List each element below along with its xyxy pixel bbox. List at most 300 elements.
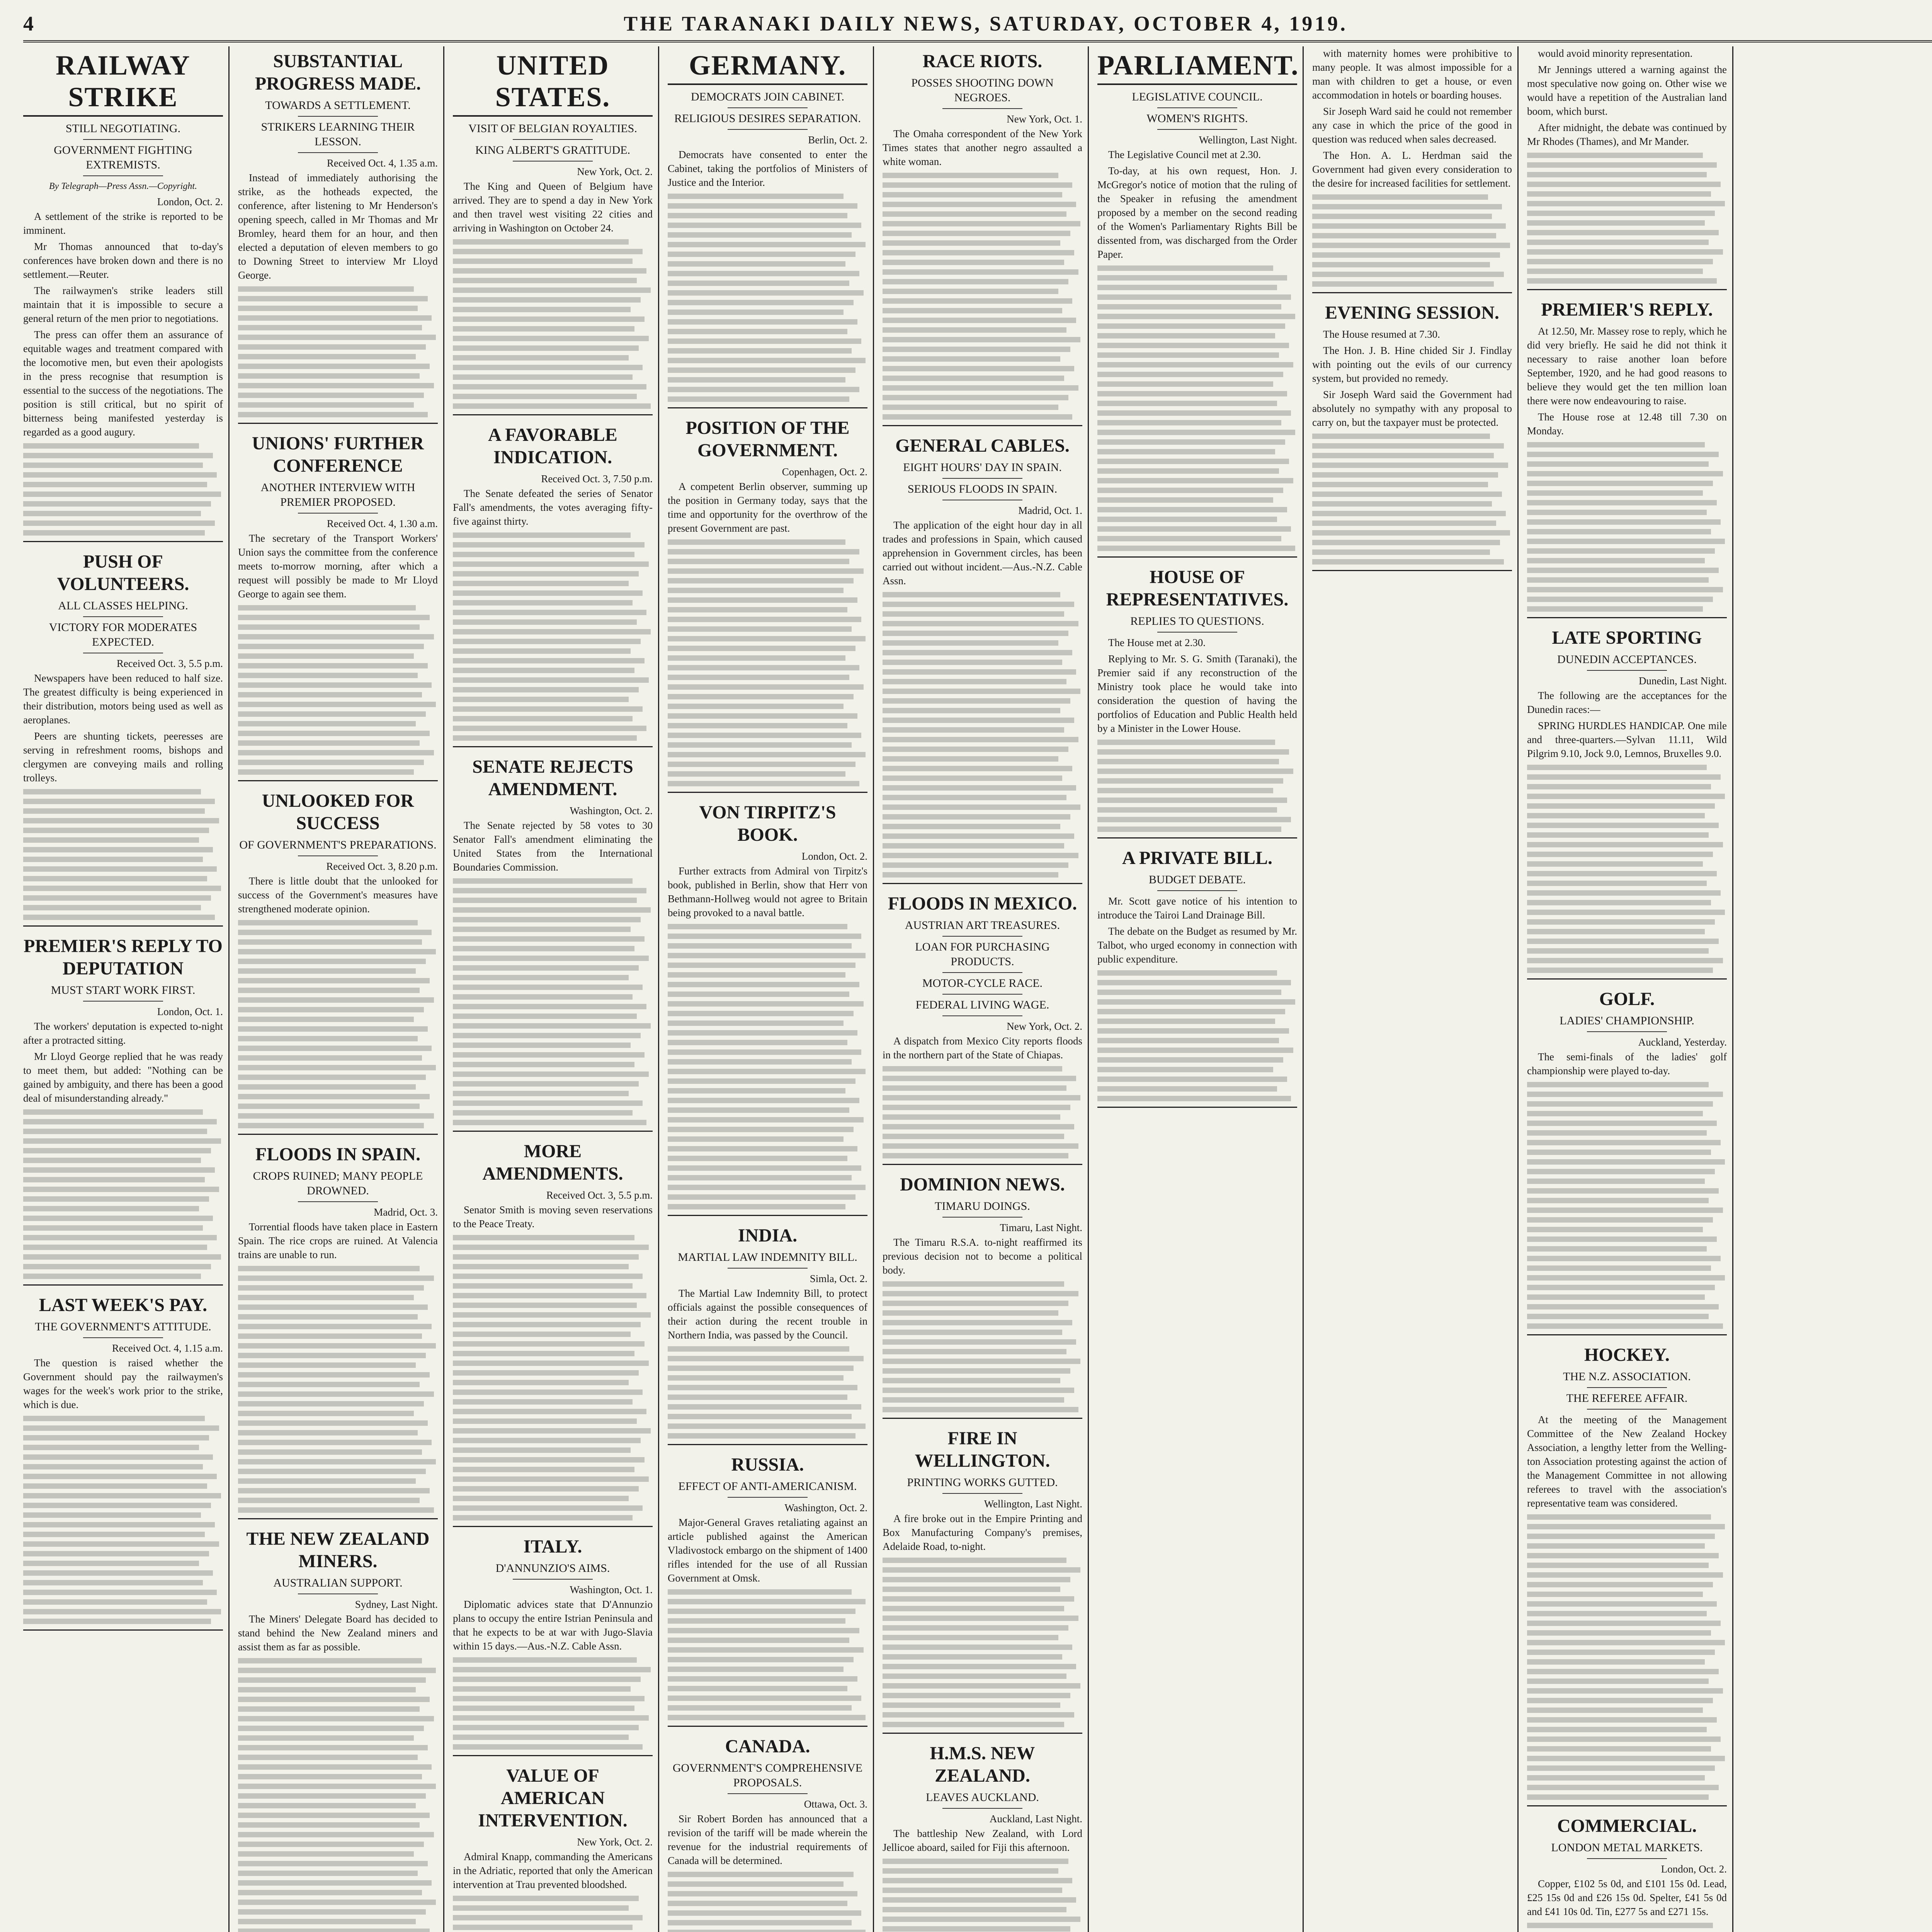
headline: FIRE IN WELLINGTON. [915, 1428, 1050, 1471]
article-body [238, 874, 438, 916]
headline: COMMERCIAL. [1557, 1816, 1697, 1836]
column-9 [1742, 46, 1932, 1932]
article [1097, 566, 1297, 838]
article [238, 1528, 438, 1932]
text-filler [23, 789, 223, 920]
article-body [1527, 1877, 1727, 1918]
section-separator [453, 414, 653, 415]
text-filler [1527, 442, 1727, 612]
article [883, 893, 1082, 1165]
article [1097, 847, 1297, 1108]
subheadline: THE GOVERNMENT'S ATTITUDE. [35, 1320, 211, 1333]
divider [298, 152, 378, 153]
paragraph: Mr Jennings uttered a warning against the most speculative now going on. Other wise we would have a repetition of the Australian land boom, which burst. [1527, 64, 1727, 117]
byline: By Telegraph—Press Assn.—Copyright. [49, 181, 197, 191]
dateline: Ottawa, Oct. 3. [804, 1798, 867, 1810]
dateline: New York, Oct. 2. [1007, 1020, 1082, 1032]
article [668, 1735, 867, 1932]
article-body [1527, 1413, 1727, 1510]
section-separator [668, 1726, 867, 1727]
text-filler [238, 1658, 438, 1932]
paragraph: Sir Robert Borden has announced that a revision of the tariff will be made wherein the revenue for the industrial requirements of Canada will be determined. [668, 1813, 867, 1866]
dateline: Timaru, Last Night. [1000, 1222, 1082, 1233]
dateline: Received Oct. 3, 7.50 p.m. [541, 473, 653, 485]
section-separator [668, 1444, 867, 1445]
paragraph: The Hon. A. L. Herdman said the Government had given every consideration to the desire for increased facilities for settlement. [1312, 150, 1512, 189]
dateline: Madrid, Oct. 3. [374, 1206, 438, 1218]
paragraph: A competent Berlin observer, summing up the position in Germany today, says that the time and opportunity for the overthrow of the present Government are past. [668, 481, 867, 534]
article-body [668, 1515, 867, 1585]
divider [942, 1217, 1022, 1218]
text-filler [1527, 1923, 1727, 1932]
paragraph: The Timaru R.S.A. to-night reaffirmed its previous decision not to become a political body. [883, 1236, 1082, 1276]
article-body [1312, 327, 1512, 429]
paragraph: Mr. Scott gave notice of his intention to introduce the Tairoi Land Drainage Bill. [1097, 895, 1297, 921]
headline: PARLIAMENT. [1097, 49, 1297, 85]
article [238, 790, 438, 1135]
paragraph: The Senate rejected by 58 votes to 30 Senator Fall's amendment eliminating the United States from the International Boundaries Commission. [453, 820, 653, 873]
paragraph: A dispatch from Mexico City reports floods in the northern part of the State of Chiapas. [883, 1035, 1082, 1061]
text-filler [1312, 194, 1512, 287]
headline: RAILWAY STRIKE [23, 49, 223, 117]
paragraph: Sir Joseph Ward said he could not remember any case in which the price of the good in question was reduced when sales decreased. [1312, 105, 1512, 145]
dateline: Wellington, Last Night. [1199, 134, 1297, 146]
masthead [23, 7, 1932, 43]
divider [942, 1493, 1022, 1494]
subheadline: LADIES' CHAMPIONSHIP. [1560, 1014, 1694, 1027]
headline: A PRIVATE BILL. [1122, 848, 1272, 868]
divider [942, 1015, 1022, 1016]
article [1527, 1815, 1727, 1932]
headline: ITALY. [523, 1536, 582, 1557]
article [883, 435, 1082, 884]
article [238, 50, 438, 424]
subheadline: AUSTRIAN ART TREASURES. [905, 919, 1060, 932]
text-filler [23, 1109, 223, 1279]
article [453, 49, 653, 415]
subheadline: TOWARDS A SETTLEMENT. [265, 99, 411, 112]
text-filler [668, 539, 867, 786]
dateline: Washington, Oct. 2. [784, 1502, 867, 1514]
subheadline: TIMARU DOINGS. [935, 1200, 1030, 1213]
divider [83, 139, 163, 140]
dateline: Auckland, Yesterday. [1638, 1036, 1727, 1048]
text-filler [453, 532, 653, 741]
subheadline: BUDGET DEBATE. [1148, 873, 1246, 886]
dateline: Wellington, Last Night. [984, 1498, 1082, 1510]
paragraph: The semi-finals of the ladies' golf championship were played to-day. [1527, 1051, 1727, 1077]
dateline: Madrid, Oct. 1. [1018, 505, 1082, 516]
divider [1587, 1031, 1667, 1032]
divider [513, 161, 593, 162]
paragraph: The application of the eight hour day in all trades and professions in Spain, which caused apprehension in Government circles, has been carried out without incident.—Aus.-N.Z. Cable Assn. [883, 519, 1082, 587]
headline: PUSH OF VOLUNTEERS. [57, 551, 189, 594]
subheadline: OF GOVERNMENT'S PREPARATIONS. [239, 838, 437, 851]
subheadline: EIGHT HOURS' DAY IN SPAIN. [903, 461, 1062, 474]
article-body [668, 1286, 867, 1342]
dateline: London, Oct. 1. [157, 1006, 223, 1017]
paragraph: Senator Smith is moving seven reservations to the Peace Treaty. [453, 1204, 653, 1230]
dateline: London, Oct. 2. [801, 850, 867, 862]
divider [513, 1579, 593, 1580]
text-filler [1097, 740, 1297, 832]
headline: GOLF. [1599, 989, 1655, 1009]
paragraph: The secretary of the Transport Workers' Union says the committee from the conference meets to-morrow morning, after which a request will possibly be made to Mr Lloyd George to again see them. [238, 532, 438, 600]
paragraph: The Senate defeated the series of Senator Fall's amendments, the votes averaging fifty-five against thirty. [453, 488, 653, 527]
subheadline: MOTOR-CYCLE RACE. [922, 977, 1043, 990]
paragraph: Major-General Graves retaliating against an article published against the American Vladivostock embargo on the shipment of 1400 rifles intended for the use of all Russian Government at Omsk. [668, 1517, 867, 1584]
article [23, 935, 223, 1286]
text-filler [1097, 970, 1297, 1101]
headline: SUBSTANTIAL PROGRESS MADE. [255, 51, 421, 94]
section-separator [238, 423, 438, 424]
headline: RACE RIOTS. [922, 51, 1043, 71]
section-separator [1527, 1334, 1727, 1335]
section-separator [1097, 1107, 1297, 1108]
article [668, 417, 867, 793]
article [883, 50, 1082, 426]
paragraph: Replying to Mr. S. G. Smith (Taranaki), the Premier said if any reconstruction of the Ministry took place he would take into consideration the question of having the portfolios of Education and Public Health held by a Minister in the Lower House. [1097, 653, 1297, 734]
column-1 [23, 46, 230, 1932]
section-separator [1527, 289, 1727, 290]
paragraph: The question is raised whether the Government should pay the railwaymen's wages for the week's work prior to the strike, which is due. [23, 1357, 223, 1410]
paragraph: Sir Joseph Ward said the Government had absolutely no sympathy with any proposal to carry on, but the taxpayer must be protected. [1312, 389, 1512, 428]
text-filler [453, 239, 653, 409]
article [1527, 627, 1727, 980]
divider [298, 855, 378, 856]
paragraph: A fire broke out in the Empire Printing and Box Manufacturing Company's premises, Adelaide Road, to-night. [883, 1513, 1082, 1552]
paragraph: The Omaha correspondent of the New York Times states that another negro assaulted a white woman. [883, 128, 1082, 167]
column-4 [668, 46, 874, 1932]
text-filler [883, 1558, 1082, 1727]
divider [728, 107, 808, 108]
subheadline: GOVERNMENT FIGHTING EXTREMISTS. [54, 144, 192, 171]
section-separator [668, 1215, 867, 1216]
subheadline: DUNEDIN ACCEPTANCES. [1557, 653, 1697, 666]
article-body [668, 148, 867, 189]
divider [1157, 632, 1237, 633]
section-separator [23, 1284, 223, 1286]
article [1527, 46, 1727, 290]
dateline: Received Oct. 4, 1.35 a.m. [327, 157, 438, 169]
headline: UNIONS' FURTHER CONFERENCE [252, 433, 424, 476]
article-body [453, 1850, 653, 1891]
subheadline: WOMEN'S RIGHTS. [1146, 112, 1248, 125]
columns-container [23, 46, 1932, 1932]
section-separator [453, 746, 653, 747]
text-filler [1527, 1514, 1727, 1800]
section-separator [883, 883, 1082, 884]
article-body [453, 179, 653, 235]
subheadline: LONDON METAL MARKETS. [1551, 1841, 1703, 1854]
paragraph: Instead of immediately authorising the strike, as the hotheads expected, the conference, after listening to Mr Henderson's opening speech, called in Mr Thomas and Mr Bromley, heard them for an hour, and then elected a deputation of eleven members to go to Downing Street to interview Mr Lloyd George. [238, 172, 438, 281]
text-filler [668, 194, 867, 402]
subheadline: RELIGIOUS DESIRES SEPARATION. [674, 112, 861, 125]
article-body [1527, 324, 1727, 438]
paragraph: A settlement of the strike is reported to be imminent. [23, 211, 223, 236]
article-body [23, 1356, 223, 1412]
text-filler [883, 1281, 1082, 1412]
paragraph: would avoid minority representation. [1538, 48, 1693, 59]
headline: MORE AMENDMENTS. [482, 1141, 623, 1184]
article [1097, 49, 1297, 558]
divider [298, 116, 378, 117]
headline: HOUSE OF REPRESENTATIVES. [1106, 567, 1289, 610]
section-separator [883, 425, 1082, 426]
article-body [883, 1235, 1082, 1277]
subheadline: SERIOUS FLOODS IN SPAIN. [907, 483, 1058, 495]
divider [1157, 107, 1237, 108]
article [883, 1742, 1082, 1932]
article-body [23, 209, 223, 439]
article-body [1527, 46, 1727, 148]
text-filler [238, 605, 438, 775]
subheadline: VISIT OF BELGIAN ROYALTIES. [468, 122, 637, 135]
paragraph: At 12.50, Mr. Massey rose to reply, which he did very briefly. He said he did not think it necessary to raise another loan before September, 1920, and he had good reasons to believe they would get the ten million loan there were now endeavouring to raise. [1527, 325, 1727, 406]
section-separator [1097, 837, 1297, 838]
subheadline: PRINTING WORKS GUTTED. [907, 1476, 1058, 1489]
subheadline: VICTORY FOR MODERATES EXPECTED. [49, 621, 197, 648]
article-body [883, 127, 1082, 168]
article-body [453, 818, 653, 874]
paragraph: There is little doubt that the unlooked for success of the Government's measures have strengthened moderate opinion. [238, 875, 438, 915]
paragraph: The press can offer them an assurance of equitable wages and treatment compared with the locomotive men, but even their apologists in the press recognise that resumption is essential to the success of the negotiations. The position is still critical, but no spirit of bitterness being manifested yesterday is regarded as a good augury. [23, 329, 223, 438]
paragraph: The Hon. J. B. Hine chided Sir J. Findlay with pointing out the evils of our currency system, but provided no remedy. [1312, 345, 1512, 384]
dateline: New York, Oct. 1. [1007, 113, 1082, 125]
headline: UNLOOKED FOR SUCCESS [262, 791, 414, 833]
article [1312, 302, 1512, 571]
text-filler [1097, 265, 1297, 551]
dateline: Auckland, Last Night. [990, 1813, 1082, 1825]
article [453, 424, 653, 747]
article [1527, 1344, 1727, 1806]
divider [728, 1497, 808, 1498]
text-filler [668, 1346, 867, 1439]
paragraph: To-day, at his own request, Hon. J. McGregor's notice of motion that the ruling of the Speaker in refusing the amendment proposed by a member on the second reading of the Women's Parliamentary Rights Bill be dissented from, was discharged from the Order Paper. [1097, 165, 1297, 260]
dateline: Received Oct. 3, 5.5 p.m. [116, 658, 223, 669]
section-separator [883, 1164, 1082, 1165]
dateline: New York, Oct. 2. [577, 166, 653, 177]
divider [1157, 129, 1237, 130]
divider [1587, 1387, 1667, 1388]
article [883, 1427, 1082, 1734]
paragraph: The workers' deputation is expected to-night after a protracted sitting. [23, 1020, 223, 1046]
article [453, 1765, 653, 1932]
headline: SENATE REJECTS AMENDMENT. [472, 757, 633, 799]
dateline: Received Oct. 3, 8.20 p.m. [326, 861, 438, 872]
paragraph: Mr Thomas announced that to-day's conferences have broken down and there is no settlement.—Reuter. [23, 241, 223, 280]
subheadline: POSSES SHOOTING DOWN NEGROES. [911, 77, 1054, 104]
text-filler [668, 1589, 867, 1720]
section-separator [1527, 978, 1727, 980]
subheadline: ANOTHER INTERVIEW WITH PREMIER PROPOSED. [260, 481, 415, 509]
dateline: Received Oct. 4, 1.15 a.m. [112, 1342, 223, 1354]
text-filler [883, 173, 1082, 420]
article-body [1527, 689, 1727, 760]
subheadline: REPLIES TO QUESTIONS. [1130, 615, 1264, 628]
divider [1587, 670, 1667, 671]
paragraph: Admiral Knapp, commanding the Americans in the Adriatic, reported that only the American intervention at Trau prevented bloodshed. [453, 1851, 653, 1890]
text-filler [668, 924, 867, 1209]
headline: HOCKEY. [1584, 1345, 1670, 1365]
section-separator [1312, 570, 1512, 571]
text-filler [23, 443, 223, 536]
headline: UNITED STATES. [453, 49, 653, 117]
article-body [23, 671, 223, 785]
dateline: London, Oct. 2. [157, 196, 223, 207]
text-filler [453, 1235, 653, 1520]
dateline: Simla, Oct. 2. [810, 1273, 867, 1284]
paragraph: SPRING HURDLES HANDICAP. One mile and three-quarters.—Sylvan 11.11, Wild Pilgrim 9.10, Jock 9.0, Lemnos, Bruxelles 9.0. [1527, 720, 1727, 759]
article-body [453, 1597, 653, 1653]
article-body [883, 518, 1082, 588]
column-8 [1527, 46, 1733, 1932]
headline: LATE SPORTING [1552, 628, 1702, 648]
paragraph: The battleship New Zealand, with Lord Jellicoe aboard, sailed for Fiji this afternoon. [883, 1828, 1082, 1853]
paragraph: The debate on the Budget as resumed by Mr. Talbot, who urged economy in connection with public expenditure. [1097, 925, 1297, 965]
paragraph: Diplomatic advices state that D'Annunzio plans to occupy the entire Istrian Peninsula and that he expects to be at war with Jugo-Slavia within 15 days.—Aus.-N.Z. Cable Assn. [453, 1599, 653, 1652]
section-separator [238, 1134, 438, 1135]
divider [1587, 1409, 1667, 1410]
article-body [668, 480, 867, 535]
article [23, 551, 223, 927]
section-separator [238, 1518, 438, 1519]
text-filler [883, 1859, 1082, 1932]
section-separator [883, 1418, 1082, 1419]
divider [728, 1268, 808, 1269]
paragraph: The House rose at 12.48 till 7.30 on Monday. [1527, 411, 1727, 437]
divider [1157, 890, 1237, 891]
text-filler [238, 286, 438, 417]
column-7 [1312, 46, 1519, 1932]
paragraph: Copper, £102 5s 0d, and £101 15s 0d. Lead, £25 15s 0d and £26 15s 0d. Spelter, £41 5s 0d and £41 10s 0d. Tin, £277 5s and £271 15s. [1527, 1878, 1727, 1917]
headline: THE NEW ZEALAND MINERS. [246, 1529, 430, 1571]
headline: A FAVORABLE INDICATION. [488, 425, 617, 468]
section-separator [238, 780, 438, 781]
section-separator [453, 1755, 653, 1756]
dateline: London, Oct. 2. [1661, 1863, 1727, 1875]
divider [942, 994, 1022, 995]
headline: PREMIER'S REPLY TO DEPUTATION [24, 936, 223, 979]
article-body [1527, 1050, 1727, 1078]
subheadline: THE N.Z. ASSOCIATION. [1563, 1370, 1691, 1383]
section-separator [23, 541, 223, 542]
headline: EVENING SESSION. [1325, 303, 1499, 323]
paragraph: At the meeting of the Management Committee of the New Zealand Hockey Association, a lengthy letter from the Welling-ton Association protesting against the action of the Management Committee in not allowing referees to travel with the association's representative team was considered. [1527, 1414, 1727, 1509]
column-2 [238, 46, 444, 1932]
text-filler [1312, 434, 1512, 565]
headline: PREMIER'S REPLY. [1541, 299, 1713, 320]
article [238, 1143, 438, 1519]
headline: DOMINION NEWS. [900, 1174, 1065, 1195]
paragraph: The Miners' Delegate Board has decided to stand behind the New Zealand miners and assist them as far as possible. [238, 1613, 438, 1653]
article-body [1097, 636, 1297, 735]
article [453, 756, 653, 1132]
subheadline: LEAVES AUCKLAND. [926, 1791, 1039, 1804]
paragraph: The House met at 2.30. [1108, 637, 1206, 648]
headline: FLOODS IN SPAIN. [255, 1144, 421, 1165]
text-filler [453, 878, 653, 1125]
subheadline: ALL CLASSES HELPING. [58, 599, 188, 612]
article-body [1097, 894, 1297, 966]
dateline: Dunedin, Last Night. [1639, 675, 1727, 687]
text-filler [23, 1416, 223, 1624]
article [453, 1536, 653, 1756]
article [1527, 299, 1727, 618]
headline: POSITION OF THE GOVERNMENT. [685, 418, 850, 461]
headline: GENERAL CABLES. [895, 435, 1070, 456]
article [668, 49, 867, 408]
divider [298, 1201, 378, 1202]
headline: RUSSIA. [731, 1454, 804, 1475]
headline: FLOODS IN MEXICO. [888, 893, 1077, 914]
article-body [238, 171, 438, 282]
divider [83, 1337, 163, 1338]
subheadline: GOVERNMENT'S COMPREHENSIVE PROPOSALS. [672, 1762, 863, 1789]
paragraph: The Legislative Council met at 2.30. [1108, 149, 1261, 160]
article [23, 49, 223, 542]
subheadline: FEDERAL LIVING WAGE. [915, 998, 1049, 1011]
dateline: Received Oct. 4, 1.30 a.m. [327, 518, 438, 529]
article [668, 1454, 867, 1727]
text-filler [238, 920, 438, 1128]
article [1312, 46, 1512, 293]
article-body [883, 1034, 1082, 1062]
paragraph: Mr Lloyd George replied that he was ready to meet them, but added: "Nothing can be gained by ambiguity, and there has been a good deal of misunderstanding already." [23, 1051, 223, 1104]
article [668, 1225, 867, 1445]
headline: GERMANY. [668, 49, 867, 85]
divider [83, 616, 163, 617]
paragraph: Torrential floods have taken place in Eastern Spain. The rice crops are ruined. At Valencia trains are unable to run. [238, 1221, 438, 1260]
subheadline: THE REFEREE AFFAIR. [1566, 1392, 1688, 1405]
dateline: New York, Oct. 2. [577, 1836, 653, 1848]
article [453, 1140, 653, 1527]
section-separator [453, 1131, 653, 1132]
article-body [238, 531, 438, 601]
paragraph: with maternity homes were prohibitive to many people. It was almost impossible for a man with children to get a house, or even accommodation in hotels or boarding houses. [1312, 48, 1512, 101]
column-3 [453, 46, 659, 1932]
headline: INDIA. [738, 1225, 798, 1246]
subheadline: LOAN FOR PURCHASING PRODUCTS. [915, 940, 1050, 968]
paragraph: The following are the acceptances for the Dunedin races:— [1527, 690, 1727, 715]
headline: VALUE OF AMERICAN INTERVENTION. [478, 1765, 628, 1831]
headline: CANADA. [725, 1736, 810, 1757]
paragraph: The railwaymen's strike leaders still maintain that it is impossible to secure a general return of the men prior to negotiations. [23, 285, 223, 324]
divider [942, 972, 1022, 973]
subheadline: LEGISLATIVE COUNCIL. [1132, 90, 1263, 103]
subheadline: EFFECT OF ANTI-AMERICANISM. [678, 1480, 857, 1493]
section-separator [668, 407, 867, 408]
text-filler [453, 1896, 653, 1932]
section-separator [1312, 292, 1512, 293]
headline: VON TIRPITZ'S BOOK. [699, 802, 836, 845]
divider [942, 108, 1022, 109]
paragraph: After midnight, the debate was continued by Mr Rhodes (Thames), and Mr Mander. [1527, 122, 1727, 147]
column-5 [883, 46, 1089, 1932]
article [23, 1294, 223, 1631]
section-separator [1527, 617, 1727, 618]
text-filler [238, 1266, 438, 1513]
divider [1587, 1858, 1667, 1859]
article-body [453, 486, 653, 528]
subheadline: STILL NEGOTIATING. [65, 122, 181, 135]
divider [728, 129, 808, 130]
dateline: Washington, Oct. 1. [570, 1584, 653, 1595]
text-filler [883, 592, 1082, 878]
divider [83, 1001, 163, 1002]
article-body [883, 1512, 1082, 1553]
paragraph: The King and Queen of Belgium have arrived. They are to spend a day in New York and then travel west visiting 22 cities and arriving in Washington on October 24. [453, 180, 653, 234]
